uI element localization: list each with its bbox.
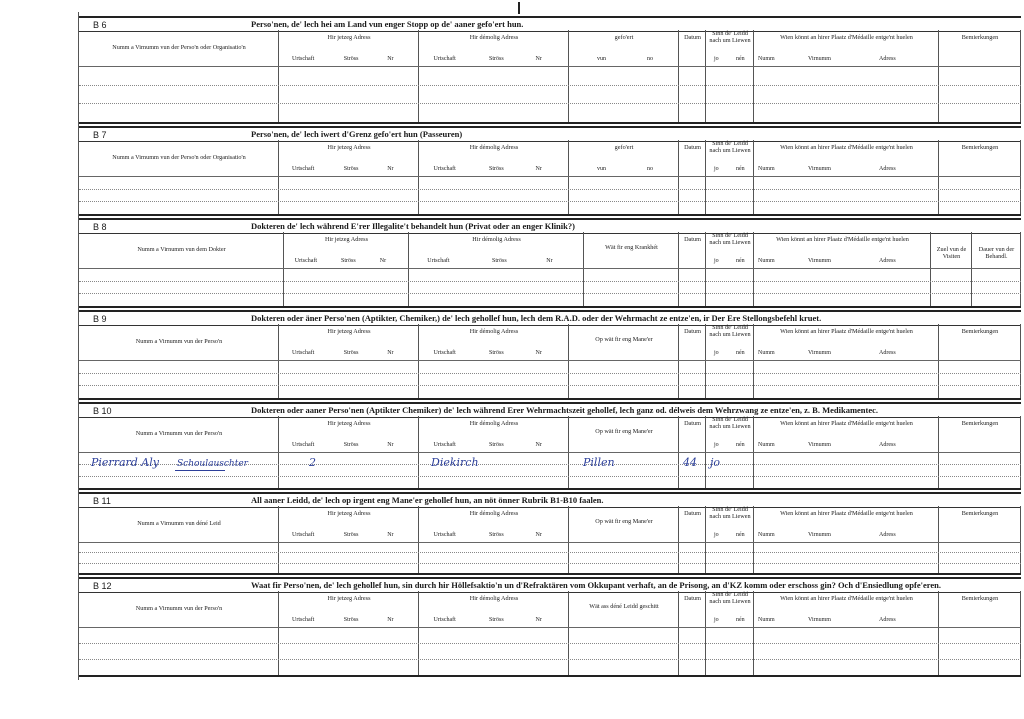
former-address-urtschaft: Urtschaft (433, 56, 456, 62)
grid-col-line (1020, 232, 1021, 306)
grid-col-line (408, 232, 409, 306)
yes-label: jo (714, 258, 719, 264)
section-b6 (79, 16, 1021, 124)
handwritten-method: Pillen (583, 456, 615, 469)
former-address-stross: Ströss (489, 56, 504, 62)
medal-firstname: Virnumm (808, 532, 831, 538)
current-address-nr: Nr (387, 617, 394, 623)
current-address-nr: Nr (387, 166, 394, 172)
medal-name: Numm (758, 617, 775, 623)
remarks-header: Bemierkungen (961, 34, 999, 41)
conducted-header: gefo'ert (614, 34, 634, 41)
grid-col-line (971, 232, 972, 306)
former-address-nr: Nr (535, 442, 542, 448)
former-address-urtschaft: Urtschaft (433, 617, 456, 623)
former-address-urtschaft: Urtschaft (433, 166, 456, 172)
current-address-urtschaft: Urtschaft (292, 442, 315, 448)
current-address-urtschaft: Urtschaft (292, 617, 315, 623)
section-title: Perso'nen, de' lech hei am Land vun enger Stopp op de' aaner gefo'ert hun. (251, 19, 524, 29)
no-label: nén (736, 442, 745, 448)
row-rule (79, 281, 1021, 282)
yes-label: jo (714, 617, 719, 623)
remarks-header: Bemierkungen (961, 328, 999, 335)
current-address-stross: Ströss (343, 442, 359, 448)
grid-col-line (1020, 30, 1021, 122)
medal-address: Adress (879, 166, 896, 172)
current-address-header: Hir jetzeg Adress (327, 328, 371, 335)
endangered-header: Sinn de' Leidd nach um Liewen (709, 591, 751, 605)
current-address-urtschaft: Urtschaft (292, 56, 315, 62)
medal-firstname: Virnumm (808, 258, 831, 264)
no-label: nén (736, 532, 745, 538)
former-address-stross: Ströss (489, 166, 504, 172)
former-address-nr: Nr (535, 56, 542, 62)
date-header: Datum (684, 420, 701, 427)
handwritten-name: Pierrard Aly (91, 456, 159, 469)
medal-firstname: Virnumm (808, 56, 831, 62)
grid-col-line (1020, 140, 1021, 214)
date-header: Datum (684, 236, 701, 243)
medal-header: Wien könnt an hirer Plaatz d'Médaille entge'nt huelen (780, 144, 913, 151)
section-b7 (79, 126, 1021, 216)
endangered-header: Sinn de' Leidd nach um Liewen (709, 232, 751, 246)
section-b12 (79, 577, 1021, 677)
no-label: nén (736, 258, 745, 264)
section-title: Dokteren oder äner Perso'nen (Aptikter, Chemiker,) de' lech gehollef hun, lech dem R.A.D. oder der Wehrmacht ze entze'en, ir Der Ere Stellongsbefehl kruet. (251, 313, 822, 323)
from-label: vun (597, 56, 606, 62)
handwritten-date: 44 (683, 456, 697, 469)
yes-label: jo (714, 166, 719, 172)
grid-col-line (568, 140, 569, 214)
yes-label: jo (714, 56, 719, 62)
name-underline (175, 470, 225, 471)
name-column-header: Numm a Virnumm vun déné Leid (137, 520, 221, 527)
section-grid (79, 416, 1021, 490)
date-header: Datum (684, 328, 701, 335)
medal-name: Numm (758, 442, 775, 448)
medal-header: Wien könnt an hirer Plaatz d'Médaille entge'nt huelen (780, 510, 913, 517)
current-address-stross: Ströss (343, 56, 359, 62)
col3-header: Wät fir eng Krankhét (605, 244, 658, 251)
header-rule (79, 452, 1021, 453)
medal-header: Wien könnt an hirer Plaatz d'Médaille entge'nt huelen (780, 420, 913, 427)
medal-address: Adress (879, 442, 896, 448)
name-column-header: Numm a Virnumm vun dem Dokter (137, 246, 226, 253)
section-b8 (79, 218, 1021, 308)
grid-col-line (938, 591, 939, 675)
section-b11 (79, 492, 1021, 575)
current-address-header: Hir jetzeg Adress (327, 420, 371, 427)
col3-header: Wät ass déné Leidd geschitt (589, 603, 659, 610)
duration-header: Dauer vun der Behandl. (978, 246, 1015, 260)
current-address-header: Hir jetzeg Adress (327, 34, 371, 41)
grid-col-line (678, 30, 679, 122)
section-grid (79, 506, 1021, 575)
grid-col-line (418, 30, 419, 122)
former-address-stross: Ströss (492, 258, 507, 264)
medal-name: Numm (758, 166, 775, 172)
section-b9 (79, 310, 1021, 400)
former-address-nr: Nr (546, 258, 553, 264)
section-grid (79, 232, 1021, 308)
visits-header: Zuel vun de Visiten (936, 246, 967, 260)
former-address-header: Hir démolig Adress (469, 144, 519, 151)
grid-col-line (418, 591, 419, 675)
no-label: nén (736, 56, 745, 62)
handwritten-profession: Schoulauschter (177, 459, 248, 469)
grid-col-line (930, 232, 931, 306)
yes-label: jo (714, 532, 719, 538)
former-address-header: Hir démolig Adress (469, 510, 519, 517)
row-rule (79, 373, 1021, 374)
current-address-stross: Ströss (343, 617, 359, 623)
date-header: Datum (684, 34, 701, 41)
row-rule (79, 189, 1021, 190)
current-address-stross: Ströss (343, 350, 359, 356)
name-column-header: Numm a Virnumm vun der Perso'n (135, 430, 223, 437)
grid-col-line (938, 30, 939, 122)
col3-header: Op wät fir eng Mane'er (595, 428, 653, 435)
section-grid (79, 140, 1021, 216)
header-rule (79, 360, 1021, 361)
section-b10 (79, 402, 1021, 490)
section-title: All aaner Leidd, de' lech op irgent eng Mane'er gehollef hun, an nöt önner Rubrik B1-B10 faalen. (251, 495, 604, 505)
section-title: Dokteren oder aaner Perso'nen (Aptikter Chemiker) de' lech während Erer Wehrmachtszeit gehollef, lech ganz od. délweis dem Wehrzwang ze entze'en, z. B. Medikamentec. (251, 405, 879, 415)
medal-name: Numm (758, 56, 775, 62)
col3-header: Op wät fir eng Mane'er (595, 518, 653, 525)
former-address-urtschaft: Urtschaft (433, 532, 456, 538)
handwritten-yes: jo (710, 456, 721, 469)
former-address-header: Hir démolig Adress (469, 595, 519, 602)
grid-col-line (278, 140, 279, 214)
medal-address: Adress (879, 532, 896, 538)
section-code: B 10 (93, 406, 112, 416)
current-address-nr: Nr (387, 532, 394, 538)
medal-header: Wien könnt an hirer Plaatz d'Médaille entge'nt huelen (780, 34, 913, 41)
date-header: Datum (684, 510, 701, 517)
grid-col-line (1020, 324, 1021, 398)
former-address-nr: Nr (535, 617, 542, 623)
section-title: Perso'nen, de' lech iwert d'Grenz gefo'ert hun (Passeuren) (251, 129, 463, 139)
row-rule (79, 293, 1021, 294)
grid-col-line (418, 140, 419, 214)
header-rule (79, 66, 1021, 67)
current-address-stross: Ströss (343, 532, 359, 538)
remarks-header: Bemierkungen (961, 144, 999, 151)
grid-col-line (278, 324, 279, 398)
date-header: Datum (684, 144, 701, 151)
medal-firstname: Virnumm (808, 166, 831, 172)
former-address-stross: Ströss (489, 532, 504, 538)
medal-firstname: Virnumm (808, 442, 831, 448)
endangered-header: Sinn de' Leidd nach um Liewen (709, 506, 751, 520)
former-address-nr: Nr (535, 350, 542, 356)
section-code: B 9 (93, 314, 107, 324)
former-address-stross: Ströss (489, 350, 504, 356)
grid-col-line (418, 324, 419, 398)
section-code: B 8 (93, 222, 107, 232)
to-label: no (647, 56, 653, 62)
medal-address: Adress (879, 350, 896, 356)
row-rule (79, 643, 1021, 644)
medal-address: Adress (879, 258, 896, 264)
former-address-urtschaft: Urtschaft (433, 350, 456, 356)
medal-address: Adress (879, 617, 896, 623)
handwritten-current-nr: 2 (309, 456, 316, 469)
name-column-header: Numm a Virnumm vun der Perso'n oder Organisatio'n (112, 154, 246, 161)
current-address-urtschaft: Urtschaft (292, 532, 315, 538)
medal-firstname: Virnumm (808, 617, 831, 623)
remarks-header: Bemierkungen (961, 420, 999, 427)
section-code: B 7 (93, 130, 107, 140)
medal-address: Adress (879, 56, 896, 62)
no-label: nén (736, 166, 745, 172)
former-address-nr: Nr (535, 532, 542, 538)
grid-col-line (938, 324, 939, 398)
row-rule (79, 476, 1021, 477)
no-label: nén (736, 350, 745, 356)
current-address-nr: Nr (387, 442, 394, 448)
grid-col-line (568, 30, 569, 122)
name-column-header: Numm a Virnumm vun der Perso'n oder Organisatio'n (112, 44, 246, 51)
medal-name: Numm (758, 350, 775, 356)
current-address-nr: Nr (379, 258, 387, 264)
to-label: no (647, 166, 653, 172)
header-rule (79, 176, 1021, 177)
medal-firstname: Virnumm (808, 350, 831, 356)
grid-col-line (1020, 591, 1021, 675)
current-address-stross: Ströss (341, 258, 356, 264)
grid-col-line (278, 591, 279, 675)
section-title: Dokteren de' lech während E'rer Illegalite't behandelt hun (Privat oder an enger Klinik?) (251, 221, 575, 231)
former-address-nr: Nr (535, 166, 542, 172)
former-address-stross: Ströss (489, 617, 504, 623)
from-label: vun (597, 166, 606, 172)
header-rule (79, 542, 1021, 543)
yes-label: jo (714, 442, 719, 448)
row-rule (79, 552, 1021, 553)
medal-header: Wien könnt an hirer Plaatz d'Médaille entge'nt huelen (780, 595, 913, 602)
endangered-header: Sinn de' Leidd nach um Liewen (709, 324, 751, 338)
handwritten-former-address: Diekirch (431, 456, 479, 469)
section-grid (79, 324, 1021, 400)
remarks-header: Bemierkungen (961, 595, 999, 602)
name-column-header: Numm a Virnumm vun der Perso'n (135, 338, 223, 345)
former-address-stross: Ströss (489, 442, 504, 448)
name-column-header: Numm a Virnumm vun der Perso'n (135, 605, 223, 612)
row-rule (79, 85, 1021, 86)
grid-col-line (283, 232, 284, 306)
header-rule (79, 268, 1021, 269)
current-address-nr: Nr (387, 350, 394, 356)
current-address-header: Hir jetzeg Adress (327, 144, 371, 151)
endangered-header: Sinn de' Leidd nach um Liewen (709, 416, 751, 430)
date-header: Datum (684, 595, 701, 602)
medal-name: Numm (758, 532, 775, 538)
current-address-urtschaft: Urtschaft (292, 350, 315, 356)
yes-label: jo (714, 350, 719, 356)
row-rule (79, 201, 1021, 202)
former-address-urtschaft: Urtschaft (433, 442, 456, 448)
current-address-header: Hir jetzeg Adress (327, 510, 371, 517)
header-rule (79, 627, 1021, 628)
section-grid (79, 30, 1021, 124)
former-address-header: Hir démolig Adress (472, 236, 521, 243)
current-address-stross: Ströss (343, 166, 359, 172)
former-address-header: Hir démolig Adress (469, 34, 519, 41)
current-address-header: Hir jetzeg Adress (327, 595, 371, 602)
medal-header: Wien könnt an hirer Plaatz d'Médaille entge'nt huelen (776, 236, 909, 243)
grid-col-line (938, 140, 939, 214)
conducted-header: gefo'ert (614, 144, 634, 151)
endangered-header: Sinn de' Leidd nach um Liewen (709, 30, 751, 44)
remarks-header: Bemierkungen (961, 510, 999, 517)
former-address-header: Hir démolig Adress (469, 328, 519, 335)
section-code: B 6 (93, 20, 107, 30)
section-code: B 12 (93, 581, 112, 591)
row-rule (79, 563, 1021, 564)
current-address-nr: Nr (387, 56, 394, 62)
current-address-urtschaft: Urtschaft (294, 258, 318, 264)
medal-name: Numm (758, 258, 775, 264)
grid-col-line (278, 30, 279, 122)
row-rule (79, 385, 1021, 386)
form-page (78, 12, 1021, 680)
section-code: B 11 (93, 496, 111, 506)
row-rule (79, 103, 1021, 104)
section-title: Waat fir Perso'nen, de' lech gehollef hun, sin durch hir Höllefsaktio'n un d'Refraktären vom Okkupant verhaft, an de Prisong, an d'KZ komm oder erschoss gin? Och d'Ensiedlung opfe'eren. (251, 580, 941, 590)
col3-header: Op wät fir eng Mane'er (595, 336, 653, 343)
no-label: nén (736, 617, 745, 623)
former-address-header: Hir démolig Adress (469, 420, 519, 427)
endangered-header: Sinn de' Leidd nach um Liewen (709, 140, 751, 154)
former-address-urtschaft: Urtschaft (427, 258, 450, 264)
medal-header: Wien könnt an hirer Plaatz d'Médaille entge'nt huelen (780, 328, 913, 335)
current-address-urtschaft: Urtschaft (292, 166, 315, 172)
section-grid (79, 591, 1021, 677)
grid-col-line (678, 140, 679, 214)
row-rule (79, 659, 1021, 660)
current-address-header: Hir jetzeg Adress (325, 236, 368, 243)
